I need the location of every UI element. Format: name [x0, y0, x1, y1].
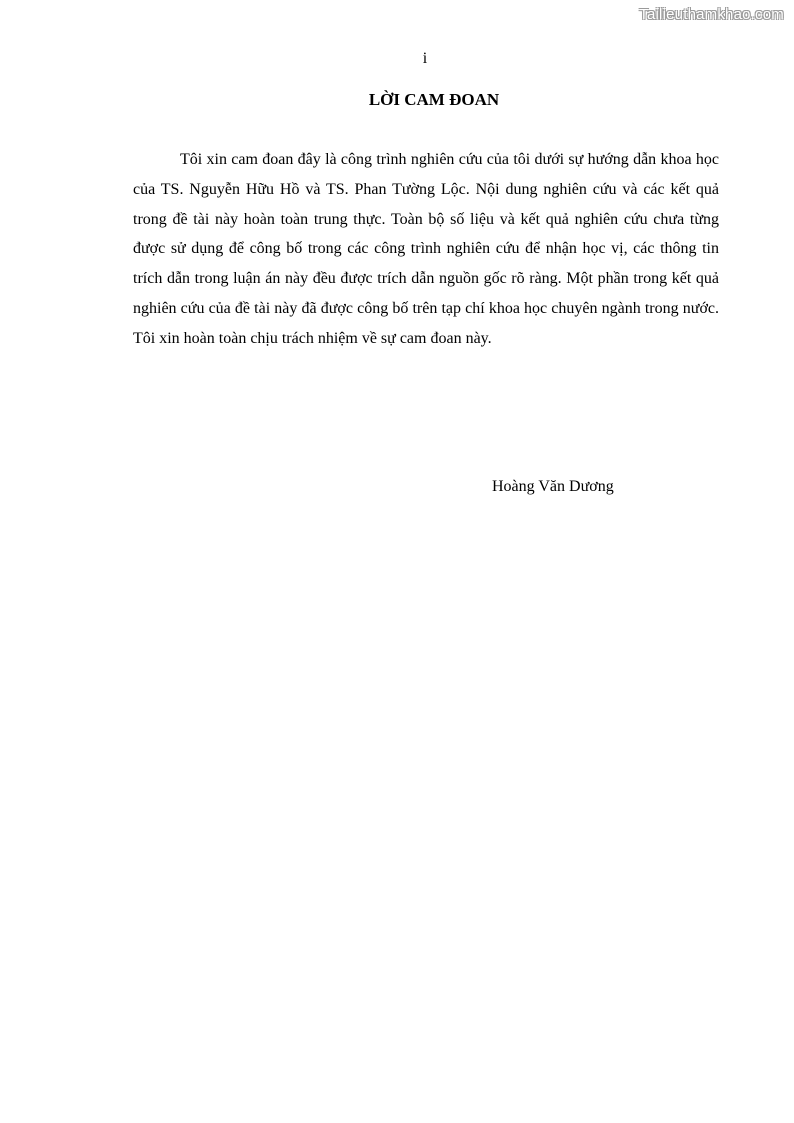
page-number: i: [422, 50, 428, 67]
page-title: LỜI CAM ĐOAN: [368, 90, 500, 109]
watermark: Tailieuthamkhao.com: [639, 6, 784, 23]
declaration-paragraph: Tôi xin cam đoan đây là công trình nghiên cứu của tôi dưới sự hướng dẫn khoa học của TS. Nguyễn Hữu Hồ và TS. Phan Tường Lộc. Nội dung nghiên cứu và các kết quả trong đề tài này hoàn toàn trung thực. Toàn bộ số liệu và kết quả nghiên cứu chưa từng được sử dụng để công bố trong các công trình nghiên cứu để nhận học vị, các thông tin trích dẫn trong luận án này đều được trích dẫn nguồn gốc rõ ràng. Một phần trong kết quả nghiên cứu của đề tài này đã được công bố trên tạp chí khoa học chuyên ngành trong nước. Tôi xin hoàn toàn chịu trách nhiệm về sự cam đoan này.: [133, 151, 719, 347]
author-signature: Hoàng Văn Dương: [492, 478, 614, 495]
